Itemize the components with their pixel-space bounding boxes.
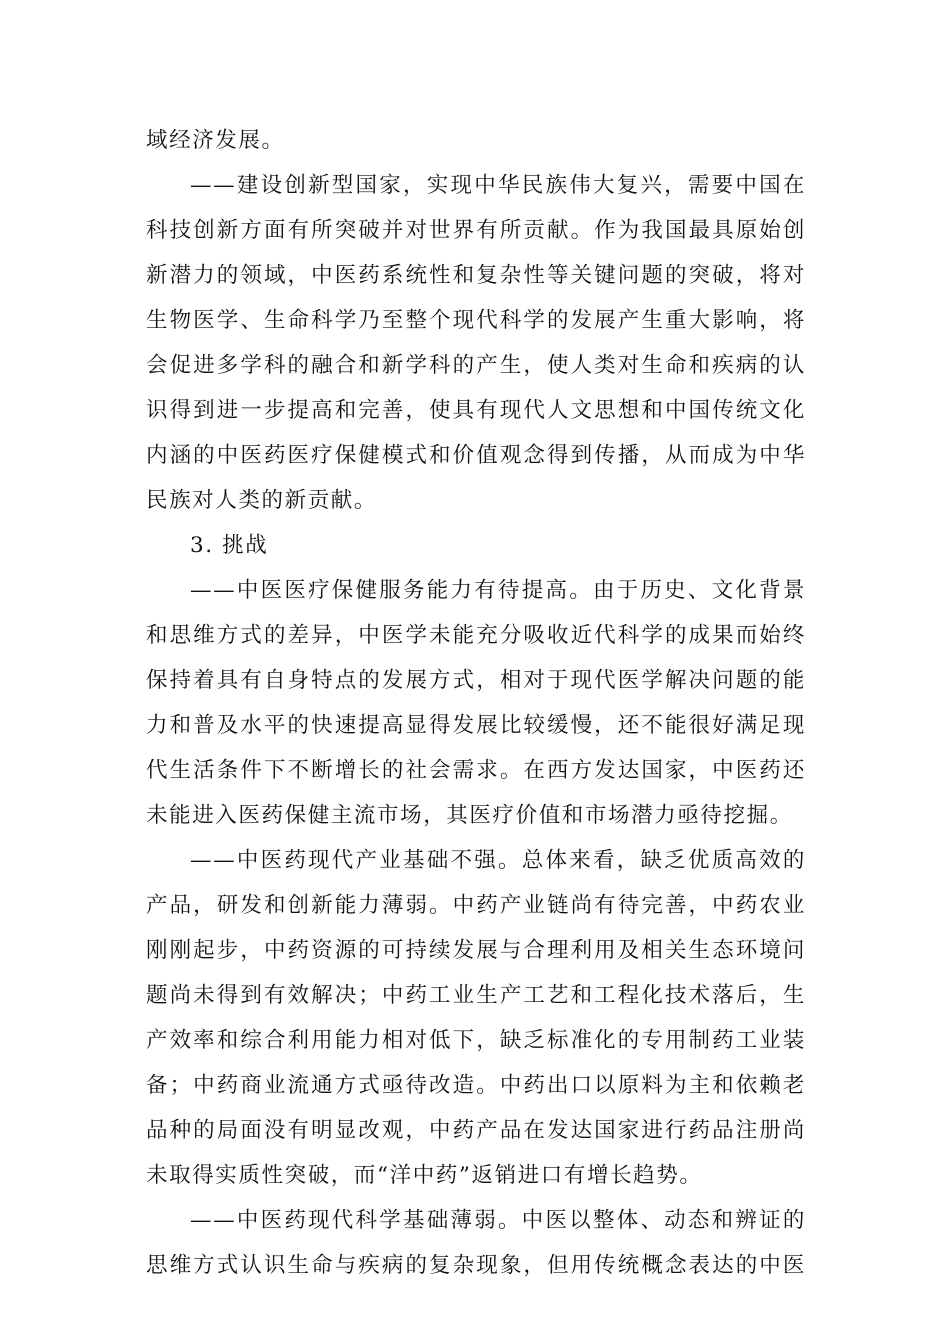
section-heading: 3. 挑战 [190, 533, 269, 558]
text-line: 会促进多学科的融合和新学科的产生，使人类对生命和疾病的认 [146, 353, 806, 378]
text-line: 产效率和综合利用能力相对低下，缺乏标准化的专用制药工业装 [146, 1028, 806, 1053]
text-line: 力和普及水平的快速提高显得发展比较缓慢，还不能很好满足现 [146, 713, 806, 738]
text-line: 未能进入医药保健主流市场，其医疗价值和市场潜力亟待挖掘。 [146, 803, 793, 828]
text-line: 思维方式认识生命与疾病的复杂现象，但用传统概念表达的中医 [146, 1253, 806, 1278]
text-line: ——中医药现代产业基础不强。总体来看，缺乏优质高效的 [190, 848, 806, 873]
text-line: 未取得实质性突破，而“洋中药”返销进口有增长趋势。 [146, 1163, 703, 1188]
text-line: 刚刚起步，中药资源的可持续发展与合理利用及相关生态环境问 [146, 938, 806, 963]
text-line: 域经济发展。 [146, 128, 285, 153]
text-line: 品种的局面没有明显改观，中药产品在发达国家进行药品注册尚 [146, 1118, 806, 1143]
text-line: ——中医药现代科学基础薄弱。中医以整体、动态和辨证的 [190, 1208, 806, 1233]
text-line: 新潜力的领域，中医药系统性和复杂性等关键问题的突破，将对 [146, 263, 806, 288]
text-line: 识得到进一步提高和完善，使具有现代人文思想和中国传统文化 [146, 398, 806, 423]
text-line: ——中医医疗保健服务能力有待提高。由于历史、文化背景 [190, 578, 806, 603]
text-line: ——建设创新型国家，实现中华民族伟大复兴，需要中国在 [190, 173, 806, 198]
text-line: 和思维方式的差异，中医学未能充分吸收近代科学的成果而始终 [146, 623, 806, 648]
text-line: 民族对人类的新贡献。 [146, 488, 378, 513]
text-line: 题尚未得到有效解决；中药工业生产工艺和工程化技术落后，生 [146, 983, 806, 1008]
text-line: 保持着具有自身特点的发展方式，相对于现代医学解决问题的能 [146, 668, 806, 693]
text-line: 备；中药商业流通方式亟待改造。中药出口以原料为主和依赖老 [146, 1073, 806, 1098]
text-line: 产品，研发和创新能力薄弱。中药产业链尚有待完善，中药农业 [146, 893, 806, 918]
text-line: 内涵的中医药医疗保健模式和价值观念得到传播，从而成为中华 [146, 443, 806, 468]
text-line: 代生活条件下不断增长的社会需求。在西方发达国家，中医药还 [146, 758, 806, 783]
text-line: 生物医学、生命科学乃至整个现代科学的发展产生重大影响，将 [146, 308, 806, 333]
text-line: 科技创新方面有所突破并对世界有所贡献。作为我国最具原始创 [146, 218, 806, 243]
